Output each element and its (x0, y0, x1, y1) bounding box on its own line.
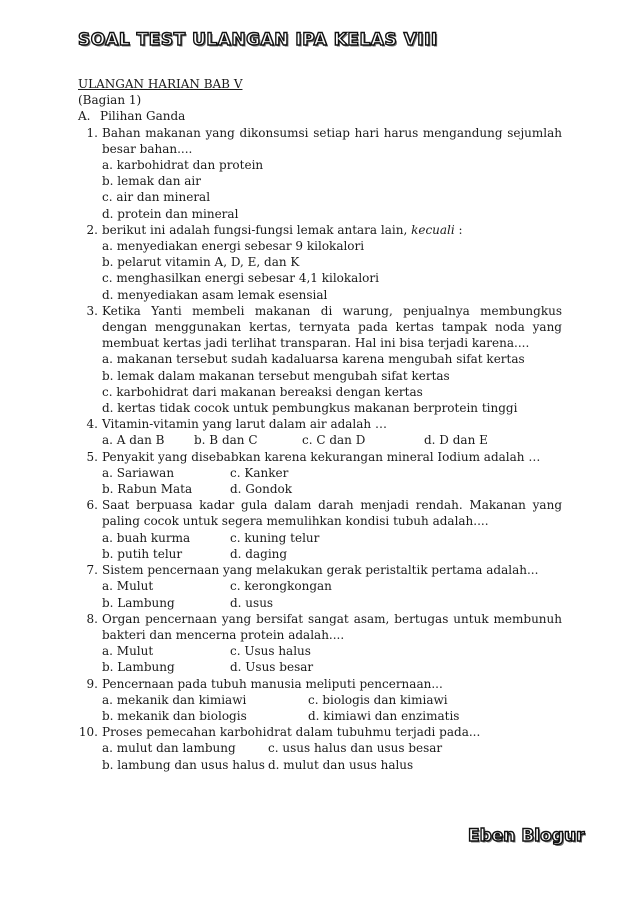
section-title (78, 108, 562, 124)
option-row (102, 578, 562, 594)
option: c. air dan mineral (102, 190, 211, 205)
option: b. putih telur (102, 546, 183, 561)
question-text: berikut ini adalah fungsi-fungsi lemak antara lain, kecuali : (102, 222, 463, 237)
option: c. Kanker (230, 465, 289, 480)
option-row (102, 659, 562, 675)
question-number: 1. (86, 125, 98, 140)
option-row (102, 595, 562, 611)
option: a. mulut dan lambung (102, 741, 236, 756)
question-number: 5. (86, 449, 98, 464)
option: c. karbohidrat dari makanan bereaksi dengan kertas (102, 384, 423, 399)
question-4 (78, 416, 562, 448)
question-number: 6. (86, 498, 98, 513)
question-text: Bahan makanan yang dikonsumsi setiap hari harus mengandung sejumlah besar bahan.... (102, 125, 562, 156)
option-row (102, 465, 562, 481)
option: d. D dan E (424, 433, 488, 448)
option: b. Lambung (102, 660, 175, 675)
option: c. C dan D (302, 433, 366, 448)
option: d. mulut dan usus halus (268, 757, 414, 772)
option: b. Lambung (102, 595, 175, 610)
question-number: 9. (86, 676, 98, 691)
page-header-title: SOAL TEST ULANGAN IPA KELAS VIII (78, 30, 438, 50)
option: d. kertas tidak cocok untuk pembungkus makanan berprotein tinggi (102, 401, 518, 416)
section-label: Pilihan Ganda (100, 109, 186, 124)
question-7 (78, 562, 562, 611)
question-number: 8. (86, 611, 98, 626)
question-9 (78, 676, 562, 725)
option: d. menyediakan asam lemak esensial (102, 287, 328, 302)
question-text: Ketika Yanti membeli makanan di warung, penjualnya membungkus dengan menggunakan kertas, ternyata pada kertas tampak noda yang membuat kertas jadi terlihat transparan. Hal ini bisa terjadi karena.... (102, 303, 562, 351)
option: b. pelarut vitamin A, D, E, dan K (102, 255, 300, 270)
option: a. karbohidrat dan protein (102, 158, 264, 173)
option: d. daging (230, 546, 288, 561)
question-5 (78, 449, 562, 498)
question-2 (78, 222, 562, 303)
option-row (102, 692, 562, 708)
option-row (102, 481, 562, 497)
option-row (102, 740, 562, 756)
question-number: 3. (86, 303, 98, 318)
option-row (102, 432, 562, 448)
question-8 (78, 611, 562, 676)
option-row (102, 530, 562, 546)
section-letter: A. (78, 109, 91, 124)
option: d. Usus besar (230, 660, 314, 675)
option: a. Sariawan (102, 465, 175, 480)
option: a. mekanik dan kimiawi (102, 692, 247, 707)
option-row (102, 546, 562, 562)
option: d. Gondok (230, 482, 293, 497)
option: a. makanan tersebut sudah kadaluarsa karena mengubah sifat kertas (102, 352, 525, 367)
question-text: Penyakit yang disebabkan karena kekurangan mineral Iodium adalah … (102, 449, 541, 464)
option: d. usus (230, 595, 274, 610)
footer-author: Eben Blogur (468, 826, 585, 846)
option: d. kimiawi dan enzimatis (308, 708, 460, 723)
question-number: 7. (86, 563, 98, 578)
question-number: 2. (86, 222, 98, 237)
option: b. lemak dan air (102, 174, 201, 189)
question-6 (78, 497, 562, 562)
question-3 (78, 303, 562, 416)
option: b. mekanik dan biologis (102, 708, 247, 723)
option: b. lemak dalam makanan tersebut mengubah sifat kertas (102, 368, 450, 383)
option: a. menyediakan energi sebesar 9 kilokalori (102, 239, 365, 254)
question-10 (78, 724, 562, 773)
doc-subheading: (Bagian 1) (78, 93, 142, 108)
question-text: Sistem pencernaan yang melakukan gerak peristaltik pertama adalah... (102, 563, 539, 578)
option: b. lambung dan usus halus (102, 757, 265, 772)
option: b. B dan C (194, 433, 258, 448)
option: a. A dan B (102, 433, 165, 448)
option: c. menghasilkan energi sebesar 4,1 kilokalori (102, 271, 379, 286)
option: c. usus halus dan usus besar (268, 741, 443, 756)
question-text: Saat berpuasa kadar gula dalam darah menjadi rendah. Makanan yang paling cocok untuk segera memulihkan kondisi tubuh adalah.... (102, 498, 562, 529)
option: c. kuning telur (230, 530, 320, 545)
question-number: 4. (86, 417, 98, 432)
question-number: 10. (78, 725, 98, 740)
option: b. Rabun Mata (102, 482, 193, 497)
question-text: Pencernaan pada tubuh manusia meliputi pencernaan... (102, 676, 443, 691)
emphasis-word: kecuali (411, 222, 455, 237)
option: a. Mulut (102, 579, 154, 594)
option: a. buah kurma (102, 530, 191, 545)
option: d. protein dan mineral (102, 206, 239, 221)
option-row (102, 708, 562, 724)
question-text: Vitamin-vitamin yang larut dalam air adalah … (102, 417, 387, 432)
option-row (102, 757, 562, 773)
option: c. biologis dan kimiawi (308, 692, 448, 707)
document-body (78, 76, 562, 773)
doc-heading: ULANGAN HARIAN BAB V (78, 77, 243, 91)
question-1 (78, 125, 562, 222)
option: a. Mulut (102, 644, 154, 659)
question-text: Proses pemecahan karbohidrat dalam tubuhmu terjadi pada... (102, 725, 481, 740)
question-text: Organ pencernaan yang bersifat sangat asam, bertugas untuk membunuh bakteri dan mencerna protein adalah.... (102, 611, 562, 642)
option-row (102, 643, 562, 659)
option: c. Usus halus (230, 644, 311, 659)
option: c. kerongkongan (230, 579, 332, 594)
